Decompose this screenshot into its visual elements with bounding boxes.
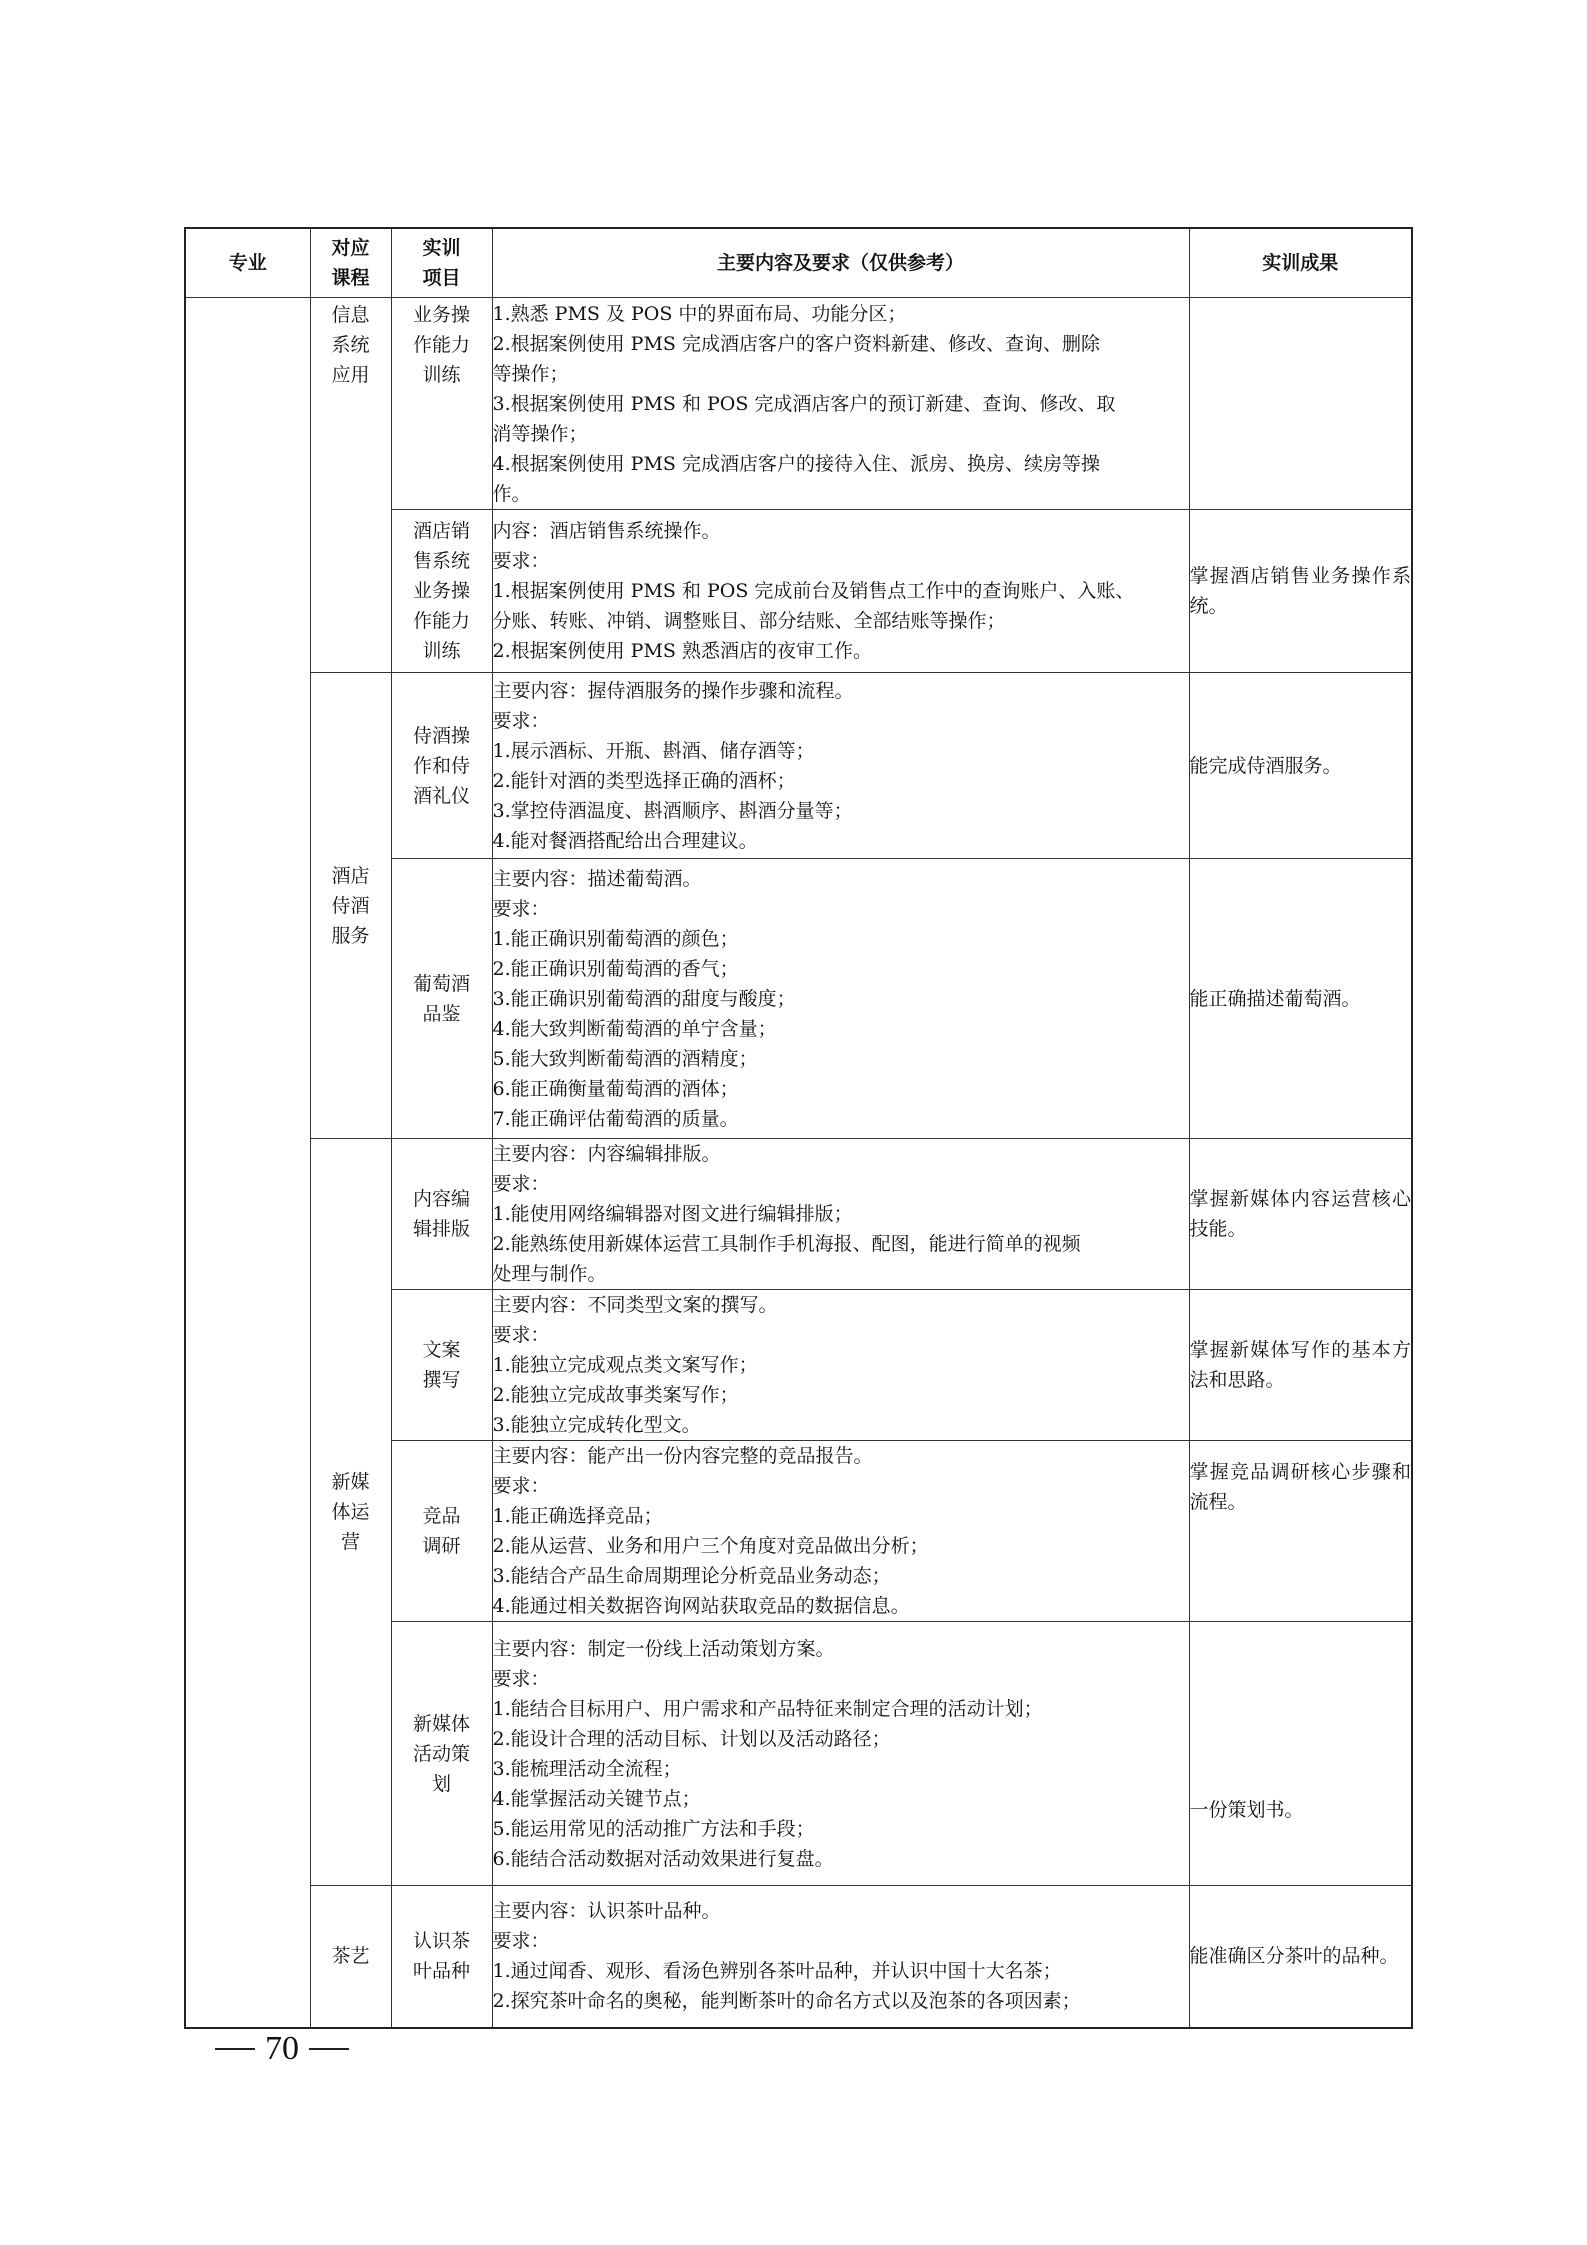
content-cell	[492, 510, 1189, 673]
content-line: 5.能运用常见的活动推广方法和手段；	[492, 1817, 815, 1840]
course-cell: 酒店 侍酒 服务	[310, 673, 391, 1139]
content-line: 消等操作；	[492, 422, 588, 445]
header-major: 专业	[185, 228, 310, 298]
footer-dash-left	[215, 2048, 255, 2050]
content-line: 1.能正确选择竞品；	[492, 1505, 663, 1527]
result-cell: 一份策划书。	[1189, 1622, 1412, 1886]
content-line: 要求：	[492, 1324, 550, 1346]
content-line: 2.能从运营、业务和用户三个角度对竞品做出分析；	[492, 1535, 929, 1557]
content-line: 3.掌控侍酒温度、斟酒顺序、斟酒分量等；	[492, 799, 853, 822]
content-line: 1.通过闻香、观形、看汤色辨别各茶叶品种，并认识中国十大名茶；	[492, 1960, 1062, 1983]
result-cell: 掌握竞品调研核心步骤和流程。	[1189, 1441, 1412, 1622]
content-line: 3.根据案例使用 PMS 和 POS 完成酒店客户的预订新建、查询、修改、取	[492, 392, 1116, 415]
content-cell	[492, 1139, 1189, 1290]
content-line: 2.根据案例使用 PMS 熟悉酒店的夜审工作。	[492, 640, 872, 662]
content-line: 1.根据案例使用 PMS 和 POS 完成前台及销售点工作中的查询账户、入账、	[492, 580, 1135, 602]
result-cell: 能完成侍酒服务。	[1189, 673, 1412, 859]
project-cell: 认识茶 叶品种	[391, 1886, 492, 2028]
content-line: 2.根据案例使用 PMS 完成酒店客户的客户资料新建、修改、查询、删除	[492, 332, 1100, 355]
content-line: 6.能正确衡量葡萄酒的酒体；	[492, 1077, 739, 1100]
footer-dash-right	[309, 2048, 349, 2050]
content-line: 4.根据案例使用 PMS 完成酒店客户的接待入住、派房、换房、续房等操	[492, 452, 1100, 475]
content-line: 主要内容：制定一份线上活动策划方案。	[492, 1637, 835, 1660]
content-line: 1.展示酒标、开瓶、斟酒、储存酒等；	[492, 739, 815, 762]
project-cell: 侍酒操 作和侍 酒礼仪	[391, 673, 492, 859]
content-line: 2.能针对酒的类型选择正确的酒杯；	[492, 769, 796, 792]
course-cell: 信息 系统 应用	[310, 298, 391, 673]
content-line: 1.熟悉 PMS 及 POS 中的界面布局、功能分区；	[492, 302, 907, 325]
training-table	[184, 227, 1413, 2029]
content-line: 要求：	[492, 1475, 550, 1497]
table-row	[185, 298, 1412, 510]
page-number: 70	[265, 2030, 299, 2067]
project-cell: 文案 撰写	[391, 1290, 492, 1441]
content-line: 等操作；	[492, 362, 569, 385]
content-line: 主要内容：能产出一份内容完整的竞品报告。	[492, 1445, 873, 1467]
content-cell	[492, 673, 1189, 859]
content-line: 分账、转账、冲销、调整账目、部分结账、全部结账等操作；	[492, 610, 1006, 632]
header-content: 主要内容及要求（仅供参考）	[492, 228, 1189, 298]
content-line: 要求：	[492, 709, 550, 732]
content-line: 处理与制作。	[492, 1263, 607, 1285]
content-cell	[492, 1290, 1189, 1441]
result-cell: 能正确描述葡萄酒。	[1189, 859, 1412, 1139]
table-header-row	[185, 228, 1412, 298]
content-line: 主要内容：描述葡萄酒。	[492, 867, 702, 890]
content-line: 要求：	[492, 1667, 550, 1690]
table-row	[185, 1139, 1412, 1290]
project-cell: 竞品 调研	[391, 1441, 492, 1622]
result-cell: 掌握新媒体写作的基本方法和思路。	[1189, 1290, 1412, 1441]
content-line: 4.能大致判断葡萄酒的单宁含量；	[492, 1017, 777, 1040]
major-cell	[185, 298, 310, 2028]
course-cell: 茶艺	[310, 1886, 391, 2028]
result-cell: 掌握新媒体内容运营核心技能。	[1189, 1139, 1412, 1290]
content-line: 1.能使用网络编辑器对图文进行编辑排版；	[492, 1203, 853, 1225]
page-footer	[215, 2029, 349, 2069]
content-line: 主要内容：不同类型文案的撰写。	[492, 1294, 778, 1316]
header-project: 实训 项目	[391, 228, 492, 298]
content-line: 4.能通过相关数据咨询网站获取竞品的数据信息。	[492, 1595, 910, 1617]
course-cell: 新媒 体运 营	[310, 1139, 391, 1886]
content-line: 3.能正确识别葡萄酒的甜度与酸度；	[492, 987, 796, 1010]
content-line: 要求：	[492, 550, 550, 572]
table-row	[185, 673, 1412, 859]
content-line: 主要内容：握侍酒服务的操作步骤和流程。	[492, 679, 854, 702]
content-cell	[492, 859, 1189, 1139]
result-cell: 能准确区分茶叶的品种。	[1189, 1886, 1412, 2028]
project-cell: 业务操 作能力 训练	[391, 298, 492, 510]
content-line: 2.能熟练使用新媒体运营工具制作手机海报、配图，能进行简单的视频	[492, 1233, 1081, 1255]
result-cell: 掌握酒店销售业务操作系统。	[1189, 510, 1412, 673]
content-line: 要求：	[492, 1173, 550, 1195]
content-line: 3.能独立完成转化型文。	[492, 1414, 701, 1436]
project-cell: 酒店销 售系统 业务操 作能力 训练	[391, 510, 492, 673]
content-line: 1.能独立完成观点类文案写作；	[492, 1354, 758, 1376]
content-line: 5.能大致判断葡萄酒的酒精度；	[492, 1047, 758, 1070]
content-line: 2.能正确识别葡萄酒的香气；	[492, 957, 739, 980]
content-line: 1.能结合目标用户、用户需求和产品特征来制定合理的活动计划；	[492, 1697, 1043, 1720]
content-line: 2.探究茶叶命名的奥秘，能判断茶叶的命名方式以及泡茶的各项因素；	[492, 1990, 1081, 2013]
content-cell	[492, 1622, 1189, 1886]
content-cell	[492, 1441, 1189, 1622]
content-line: 3.能梳理活动全流程；	[492, 1757, 682, 1780]
content-line: 要求：	[492, 1930, 550, 1953]
header-result: 实训成果	[1189, 228, 1412, 298]
content-line: 主要内容：认识茶叶品种。	[492, 1900, 721, 1923]
content-cell	[492, 298, 1189, 510]
content-line: 2.能设计合理的活动目标、计划以及活动路径；	[492, 1727, 891, 1750]
project-cell: 内容编 辑排版	[391, 1139, 492, 1290]
result-cell	[1189, 298, 1412, 510]
content-line: 1.能正确识别葡萄酒的颜色；	[492, 927, 739, 950]
content-cell	[492, 1886, 1189, 2028]
header-course: 对应 课程	[310, 228, 391, 298]
project-cell: 葡萄酒 品鉴	[391, 859, 492, 1139]
content-line: 内容：酒店销售系统操作。	[492, 520, 721, 542]
content-line: 7.能正确评估葡萄酒的质量。	[492, 1107, 739, 1130]
content-line: 要求：	[492, 897, 550, 920]
project-cell: 新媒体 活动策 划	[391, 1622, 492, 1886]
content-line: 4.能对餐酒搭配给出合理建议。	[492, 829, 758, 852]
content-line: 3.能结合产品生命周期理论分析竞品业务动态；	[492, 1565, 891, 1587]
content-line: 6.能结合活动数据对活动效果进行复盘。	[492, 1847, 834, 1870]
content-line: 2.能独立完成故事类案写作；	[492, 1384, 739, 1406]
content-line: 作。	[492, 482, 531, 505]
content-line: 主要内容：内容编辑排版。	[492, 1143, 721, 1165]
content-line: 4.能掌握活动关键节点；	[492, 1787, 701, 1810]
table-row	[185, 1886, 1412, 2028]
